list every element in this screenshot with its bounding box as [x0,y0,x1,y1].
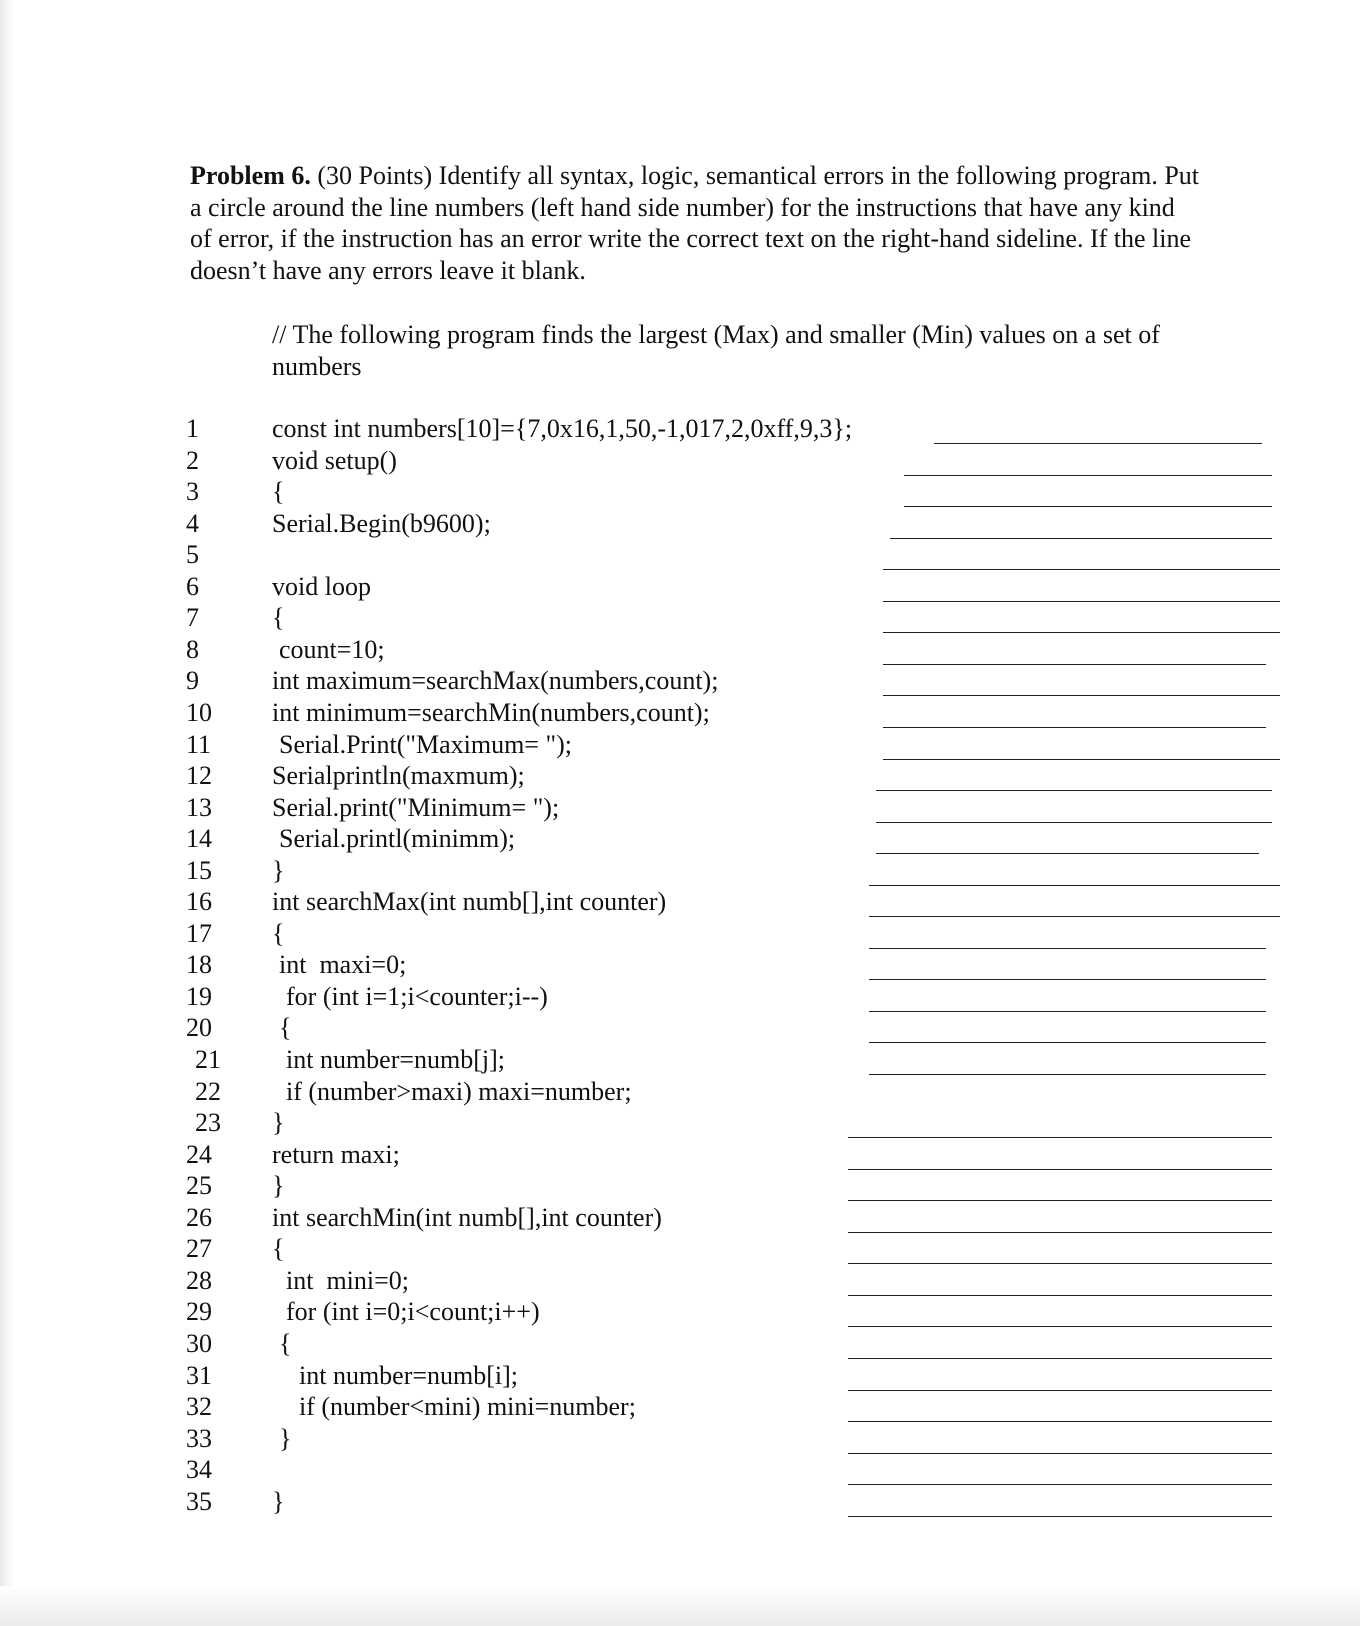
code-text: int number=numb[i]; [299,1360,519,1390]
code-text: for (int i=1;i<counter;i--) [286,981,548,1011]
line-number[interactable]: 9 [186,666,199,696]
code-line [0,476,1360,508]
code-text: } [272,855,285,885]
line-number[interactable]: 28 [186,1265,212,1295]
code-text: count=10; [279,634,385,664]
page-shadow-bottom [0,1586,1360,1626]
code-line [0,1202,1360,1234]
code-text: if (number<mini) mini=number; [299,1392,636,1422]
code-line [0,1233,1360,1265]
code-text: { [279,1013,292,1043]
code-line [0,1360,1360,1392]
line-number[interactable]: 17 [186,918,212,948]
code-line [0,823,1360,855]
code-text: { [272,603,285,633]
line-number[interactable]: 7 [186,603,199,633]
code-line [0,1139,1360,1171]
code-line [0,981,1360,1013]
code-line [0,855,1360,887]
line-number[interactable]: 8 [186,634,199,664]
code-line [0,792,1360,824]
line-number[interactable]: 20 [186,1013,212,1043]
code-line [0,1486,1360,1518]
code-line [0,1423,1360,1455]
line-number[interactable]: 27 [186,1234,212,1264]
line-number[interactable]: 34 [186,1455,212,1485]
line-number[interactable]: 1 [186,414,199,443]
line-number[interactable]: 32 [186,1392,212,1422]
code-text: void loop [272,571,371,601]
code-line [0,602,1360,634]
code-line [0,760,1360,792]
line-number[interactable]: 33 [186,1423,212,1453]
code-text: Serial.Begin(b9600); [272,508,491,538]
code-text: { [279,1328,292,1358]
code-line [0,1454,1360,1486]
code-text: for (int i=0;i<count;i++) [286,1297,540,1327]
line-number[interactable]: 19 [186,981,212,1011]
code-line [0,571,1360,603]
code-line [0,1170,1360,1202]
code-line [0,665,1360,697]
line-number[interactable]: 3 [186,477,199,507]
code-line [0,1296,1360,1328]
line-number[interactable]: 5 [186,540,199,570]
code-text: int searchMax(int numb[],int counter) [272,887,667,917]
code-text: return maxi; [272,1139,400,1169]
line-number[interactable]: 25 [186,1171,212,1201]
code-text: int number=numb[j]; [286,1045,506,1074]
line-number[interactable]: 10 [186,697,212,727]
code-comment: // The following program finds the largest (Max) and smaller (Min) values on a set of numbers [272,320,1160,381]
code-line [0,697,1360,729]
line-number[interactable]: 2 [186,445,199,475]
code-text: } [272,1171,285,1201]
code-line [0,508,1360,540]
code-text: { [272,1234,285,1264]
line-number[interactable]: 13 [186,792,212,822]
code-text: { [272,918,285,948]
code-line [0,1076,1360,1108]
line-number[interactable]: 4 [186,508,199,538]
line-number[interactable]: 23 [195,1108,221,1138]
line-number[interactable]: 26 [186,1202,212,1232]
line-number[interactable]: 11 [186,729,212,759]
line-number[interactable]: 35 [186,1486,212,1516]
line-number[interactable]: 15 [186,855,212,885]
code-text: Serial.Print("Maximum= "); [279,729,572,759]
line-number[interactable]: 24 [186,1139,212,1169]
code-line [0,445,1360,477]
code-text: const int numbers[10]={7,0x16,1,50,-1,017,2,0xff,9,3}; [272,414,853,443]
code-text: } [272,1486,285,1516]
problem-statement [190,160,1200,286]
code-line [0,729,1360,761]
line-number[interactable]: 12 [186,761,212,791]
code-line [0,1328,1360,1360]
code-text: int maximum=searchMax(numbers,count); [272,666,719,696]
code-text: int mini=0; [286,1265,410,1295]
code-text: } [272,1108,285,1138]
code-text: void setup() [272,445,397,475]
code-text: int searchMin(int numb[],int counter) [272,1202,662,1232]
code-line [0,539,1360,571]
answer-blank-line[interactable] [848,1516,1272,1517]
problem-text: (30 Points) Identify all syntax, logic, semantical errors in the following program. Put a circle around the line numbers (left hand side number) for the instructions that have any kind of error, if the instruction has an error write the correct text on the right-hand sideline. If the line doesn’t have any errors leave it blank. [190,161,1200,285]
line-number[interactable]: 30 [186,1328,212,1358]
line-number[interactable]: 16 [186,887,212,917]
line-number[interactable]: 14 [186,824,212,854]
code-text: Serial.print("Minimum= "); [272,792,560,822]
code-text: if (number>maxi) maxi=number; [286,1076,632,1106]
code-text: } [279,1423,292,1453]
code-line [0,949,1360,981]
code-line [0,1265,1360,1297]
code-text: { [272,477,285,507]
code-line [0,634,1360,666]
code-text: Serialprintln(maxmum); [272,761,525,791]
line-number[interactable]: 31 [186,1360,212,1390]
code-line [0,918,1360,950]
line-number[interactable]: 6 [186,571,199,601]
code-text: int maxi=0; [279,950,407,980]
line-number[interactable]: 21 [195,1045,221,1074]
code-line [0,1391,1360,1423]
code-line [0,1044,1360,1076]
code-line [0,413,1360,445]
code-line [0,1012,1360,1044]
line-number[interactable]: 29 [186,1297,212,1327]
code-text: Serial.printl(minimm); [279,824,516,854]
problem-title: Problem 6. [190,161,311,190]
code-text: int minimum=searchMin(numbers,count); [272,697,710,727]
line-number[interactable]: 18 [186,950,212,980]
code-line [0,886,1360,918]
line-number[interactable]: 22 [195,1076,221,1106]
code-line [0,1107,1360,1139]
